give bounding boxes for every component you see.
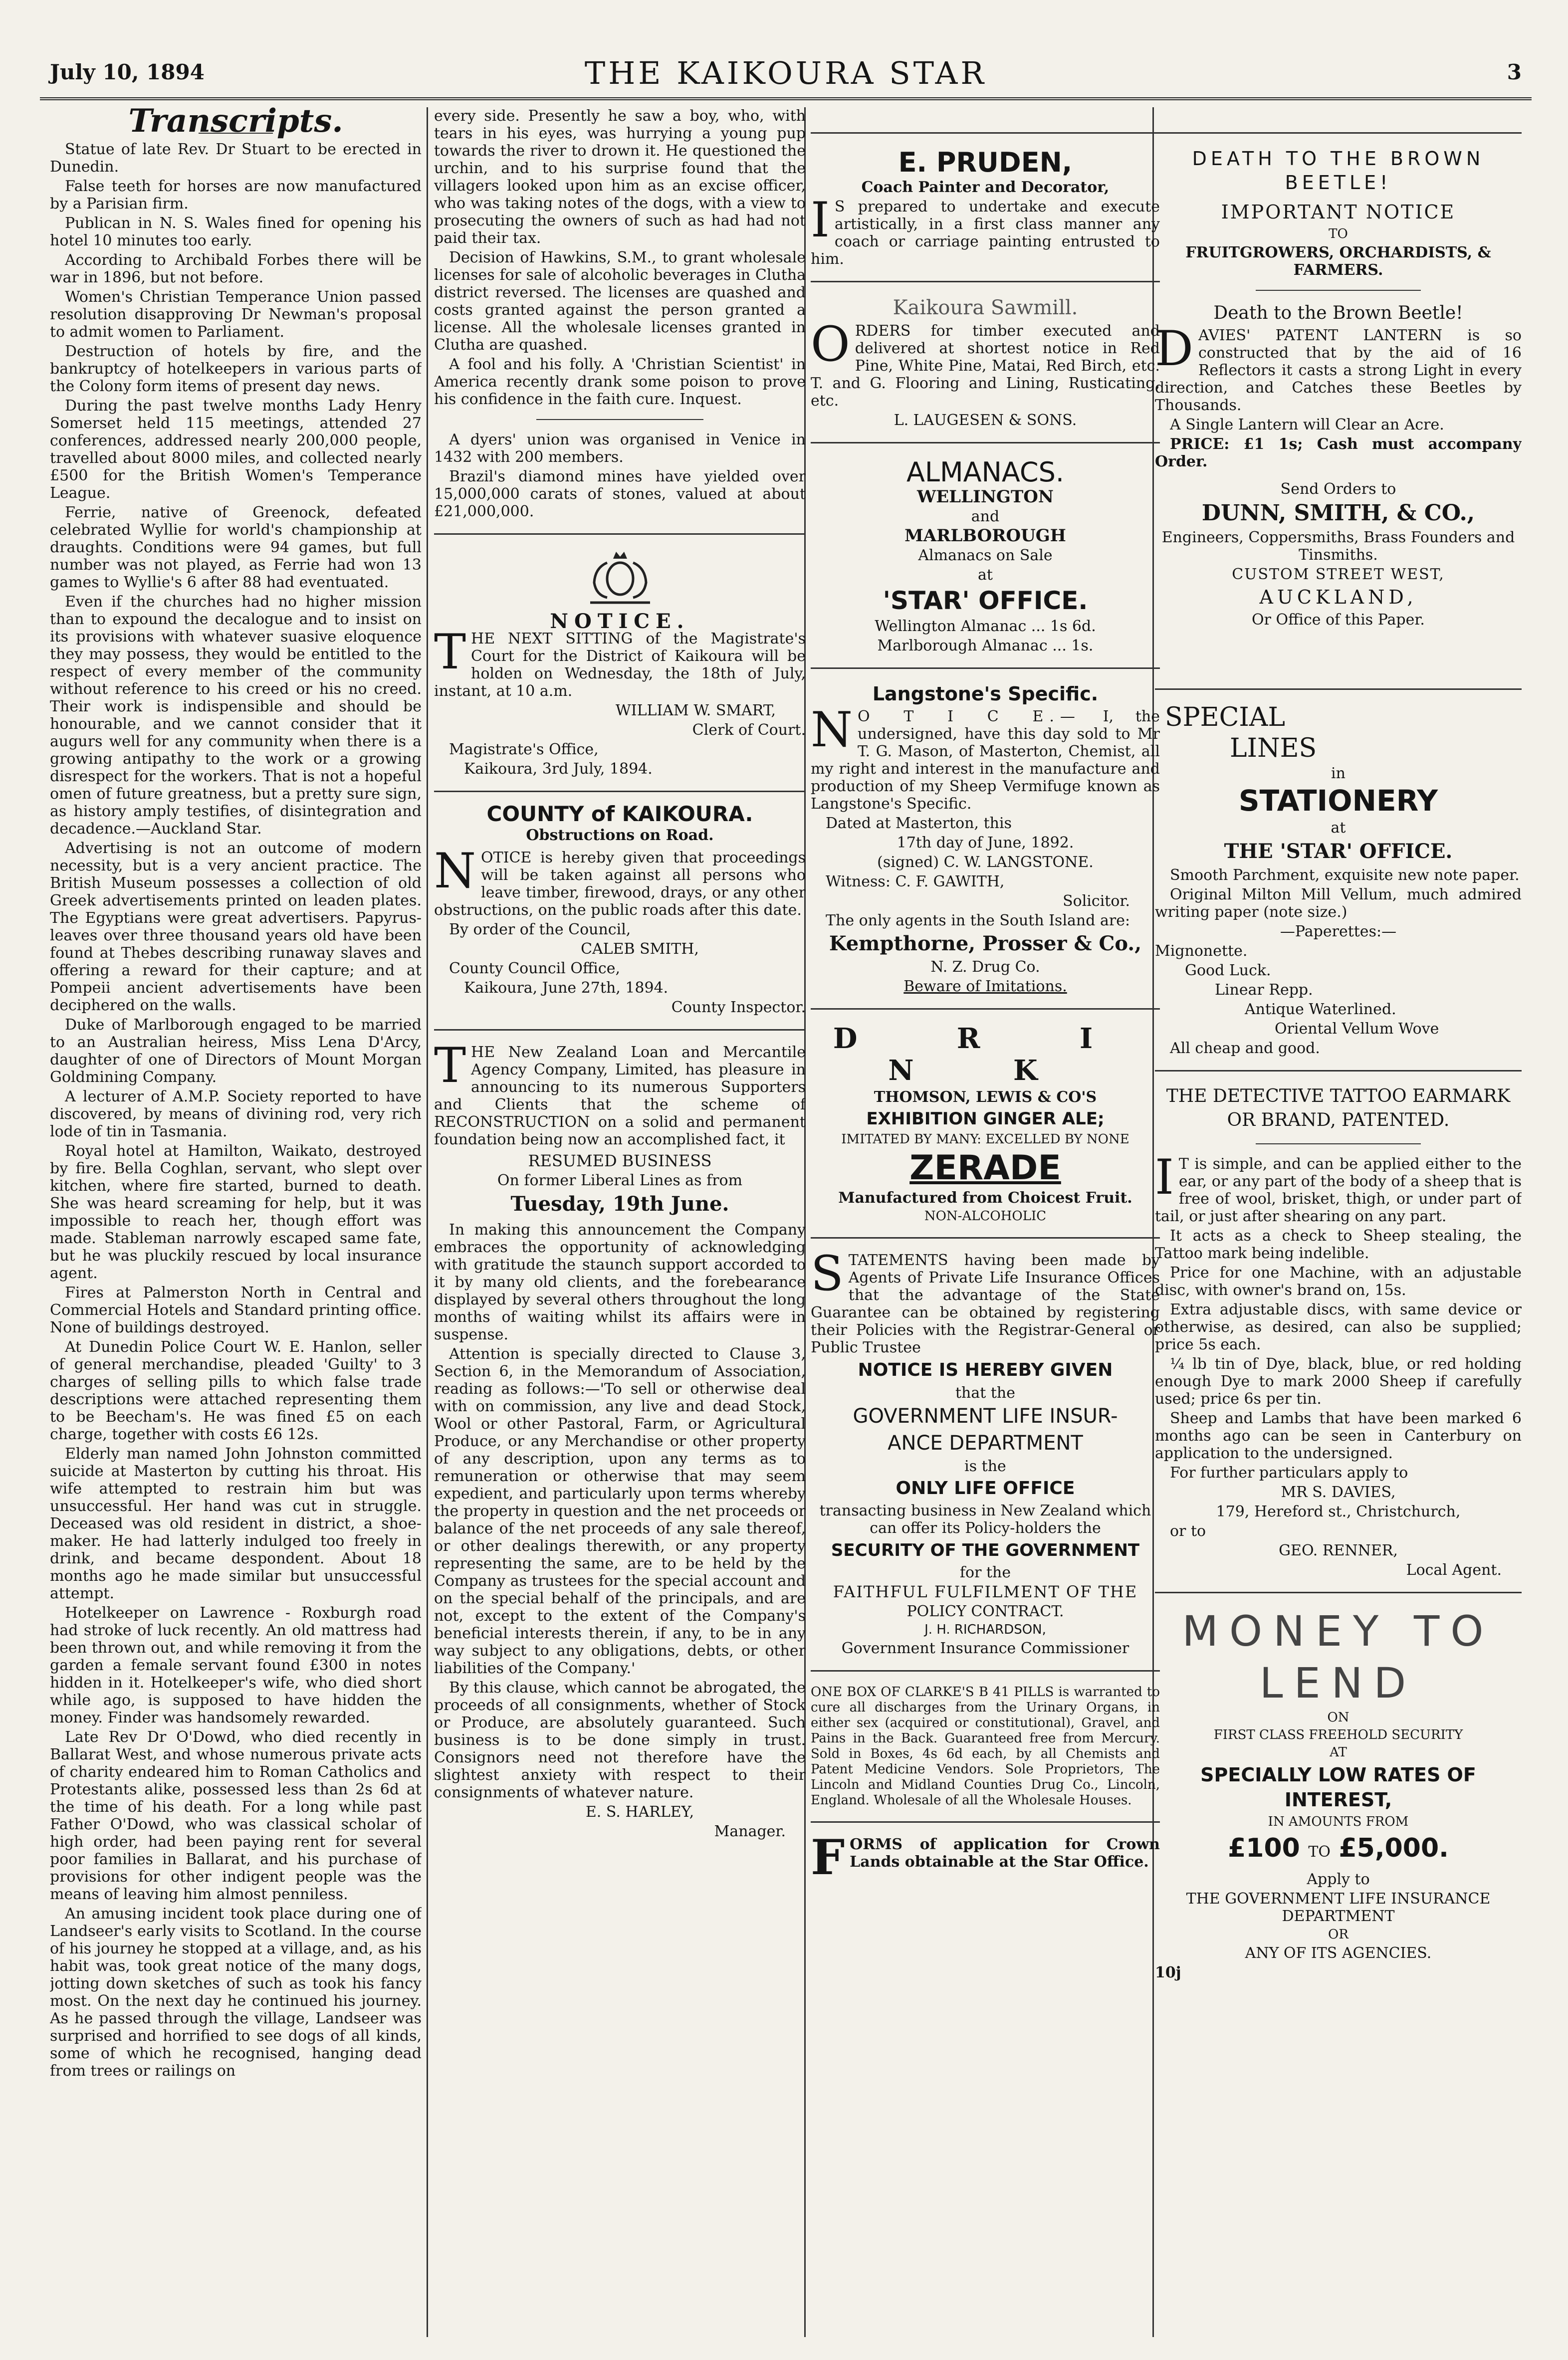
langstone-notice: O T I C E.— <box>858 708 1081 725</box>
stationery-office: THE 'STAR' OFFICE. <box>1224 840 1453 863</box>
divider <box>811 442 1160 443</box>
almanac-office: 'STAR' OFFICE. <box>883 586 1088 615</box>
news-item: A fool and his folly. A 'Christian Scientist' in America recently drank some poison to prove his confidence in the faith cure. Inquest. <box>434 356 806 408</box>
money-headline: LEND <box>1259 1659 1417 1708</box>
divider <box>434 1029 806 1031</box>
news-item: Ferrie, native of Greenock, defeated celebrated Wyllie for world's championship at draughts. Conditions were 94 games, but full number was not played, as Ferrie had won 13 games to Wyllie's 6 after 88 had eventuated. <box>50 504 422 591</box>
govlife-line: NOTICE IS HEREBY GIVEN <box>858 1360 1113 1380</box>
stationery-line: STATIONERY <box>1238 784 1438 818</box>
almanac-and: and <box>971 508 1000 525</box>
tattoo-title: THE DETECTIVE TATTOO EARMARK OR BRAND, PATENTED. <box>1166 1086 1511 1130</box>
beetle-or: Or Office of this Paper. <box>1252 611 1425 629</box>
divider <box>811 667 1160 669</box>
langstone-dated: Dated at Masterton, this <box>826 815 1012 832</box>
pruden-body: S prepared to undertake and execute artistically, in a first class manner any coach or carriage painting entrusted to him. <box>811 198 1160 268</box>
stationery-line: LINES <box>1230 733 1317 763</box>
pruden-trade: Coach Painter and Decorator, <box>861 179 1110 196</box>
news-item: Elderly man named John Johnston committed suicide at Masterton by cutting his throat. His wife attempted to restrain him but was unsuccessful. Her hand was cut in struggle. Deceased was old resident in district, a shoe-maker. He had latterly indulged too freely in drink, and became despondent. About 18 months ago he made similar but unsuccessful attempt. <box>50 1445 422 1602</box>
govlife-line: transacting business in New Zealand which can offer its Policy-holders the <box>819 1502 1151 1537</box>
divider <box>811 1008 1160 1010</box>
notice-role: Clerk of Court. <box>692 721 806 739</box>
govlife-line: GOVERNMENT LIFE INSUR- <box>853 1405 1118 1428</box>
langstone-body: I, the undersigned, have this day sold to Mr T. G. Mason, of Masterton, Chemist, all my right and interest in the manufacture and production of my Sheep Vermifuge known as Langstone's Specific. <box>811 708 1160 813</box>
beetle-street: CUSTOM STREET WEST, <box>1232 566 1445 583</box>
govlife-body: TATEMENTS having been made by Agents of Private Life Insurance Offices that the advantage of the State Guarantee can be obtained by registering their Policies with the Registrar-General or Public Trustee <box>811 1252 1160 1356</box>
news-item: Destruction of hotels by fire, and the bankruptcy of hotelkeepers in various parts of the Colony form items of present day news. <box>50 343 422 395</box>
agent-firm: Kempthorne, Prosser & Co., <box>829 932 1142 955</box>
divider <box>811 1670 1160 1672</box>
stationery-item: Antique Waterlined. <box>1245 1001 1396 1018</box>
news-item: Women's Christian Temperance Union passed resolution disapproving Dr Newman's proposal to admit women to Parliament. <box>50 288 422 341</box>
pruden-name: E. PRUDEN, <box>898 147 1073 178</box>
section-heading: Transcripts. <box>128 107 343 140</box>
crown-forms: ORMS of application for Crown Lands obtainable at the Star Office. <box>850 1836 1160 1871</box>
loan-role: Manager. <box>714 1823 786 1840</box>
loan-signer: E. S. HARLEY, <box>585 1803 694 1821</box>
money-min: £100 <box>1228 1833 1300 1863</box>
newspaper-title: THE KAIKOURA STAR <box>584 55 987 91</box>
money-rates: SPECIALLY LOW RATES OF INTEREST, <box>1200 1764 1476 1811</box>
divider <box>1256 1143 1421 1144</box>
news-item: Fires at Palmerston North in Central and Commercial Hotels and Standard printing office. None of buildings destroyed. <box>50 1284 422 1336</box>
notice-date: Kaikoura, 3rd July, 1894. <box>464 760 653 778</box>
divider <box>434 533 806 535</box>
money-agencies: ANY OF ITS AGENCIES. <box>1245 1944 1432 1962</box>
drop-cap: I <box>1155 1149 1174 1205</box>
drop-cap: I <box>811 192 830 248</box>
money-to: TO <box>1308 1843 1331 1861</box>
beetle-trade: Engineers, Coppersmiths, Brass Founders and Tinsmiths. <box>1161 529 1515 564</box>
tattoo-paragraph: For further particulars apply to <box>1170 1464 1408 1482</box>
issue-date: July 10, 1894 <box>50 60 205 84</box>
ad-code: 10j <box>1155 1964 1181 1981</box>
stationery-line: SPECIAL <box>1165 702 1285 732</box>
news-item: Late Rev Dr O'Dowd, who died recently in Ballarat West, and whose numerous private acts of charity endeared him to Roman Catholics and Protestants alike, possessed less than 2s 6d at the time of his death. For a long while past Father O'Dowd, who was classical scholar of high order, had been paying rent for several poor families in Ballarat, and his purchase of provisions for other indigent people was the means of leaving him almost penniless. <box>50 1728 422 1903</box>
govlife-line: is the <box>964 1458 1006 1475</box>
almanac-wellington: WELLINGTON <box>917 487 1054 507</box>
royal-crest-icon <box>580 548 660 608</box>
tattoo-agent: GEO. RENNER, <box>1279 1542 1398 1559</box>
langstone-title: Langstone's Specific. <box>872 683 1099 705</box>
zerade-brand: ZERADE <box>909 1148 1061 1188</box>
sawmill-firm: L. LAUGESEN & SONS. <box>894 412 1077 429</box>
govlife-line: for the <box>959 1564 1011 1581</box>
county-subtitle: Obstructions on Road. <box>526 827 714 844</box>
stationery-line: in <box>1331 765 1345 782</box>
page-number: 3 <box>1507 60 1522 84</box>
drop-cap: D <box>1155 321 1193 377</box>
column-transcripts <box>50 107 422 2337</box>
loan-lines: On former Liberal Lines as from <box>497 1172 743 1189</box>
notice-title: NOTICE. <box>550 610 690 633</box>
column-notices <box>434 107 806 2337</box>
news-item: Advertising is not an outcome of modern necessity, but is a very ancient practice. The British Museum possesses a collection of old Greek advertisements printed on leaden plates. The Egyptians were great advertisers. Papyrus-leaves over three thousand years old have been found at Thebes describing runaway slaves and offering a reward for their capture; and at Pompeii ancient advertisements have been deciphered on the walls. <box>50 840 422 1014</box>
almanac-item: Marlborough Almanac ... 1s. <box>877 637 1094 654</box>
beetle-city: AUCKLAND, <box>1259 586 1417 608</box>
loan-paragraph: In making this announcement the Company embraces the opportunity of acknowledging with gratitude the staunch support accorded to it by many old clients, and the forebearance displayed by several others throughout the long months of waiting whilst its affairs were in suspense. <box>434 1221 806 1343</box>
beetle-single: A Single Lantern will Clear an Acre. <box>1170 416 1444 433</box>
drink-product: EXHIBITION GINGER ALE; <box>866 1109 1105 1129</box>
govlife-role: Government Insurance Commissioner <box>841 1640 1129 1657</box>
beetle-title: DEATH TO THE BROWN BEETLE! <box>1192 148 1485 194</box>
money-apply: Apply to <box>1307 1871 1370 1888</box>
drink-nonalcoholic: NON-ALCOHOLIC <box>924 1209 1047 1224</box>
sawmill-body: RDERS for timber executed and delivered at shortest notice in Red Pine, White Pine, Matai, Red Birch, etc. T. and G. Flooring and Lining, Rusticating, etc. <box>811 322 1160 410</box>
beware-note: Beware of Imitations. <box>903 978 1067 995</box>
news-item: Hotelkeeper on Lawrence - Roxburgh road had stroke of luck recently. An old mattress had been thrown out, and while removing it from the garden a female servant found £300 in notes hidden in it. Hotelkeeper's wife, who died short while ago, is supposed to have hidden the money. Finder was handsomely rewarded. <box>50 1604 422 1726</box>
stationery-item: Good Luck. <box>1185 962 1271 979</box>
langstone-solicitor: Solicitor. <box>1063 892 1130 910</box>
money-amounts: IN AMOUNTS FROM <box>1268 1814 1409 1829</box>
news-item: Even if the churches had no higher mission than to expound the decalogue and to insist on its provisions with whatever suasive eloquence they may possess, they would be entitled to the respect of every member of the community without reference to his creed or his no creed. Their work is indispensible and should be honourable, and we cannot consider that it augurs well for any community when there is a growing antipathy to the work or a growing disrespect for the workers. That is not a hopeful omen of future greatness, but a pretty sure sign, as history amply testifies, of disintegration and decadence.—Auckland Star. <box>50 593 422 838</box>
county-signer: CALEB SMITH, <box>581 940 699 958</box>
county-order: By order of the Council, <box>449 921 631 938</box>
county-role: County Inspector. <box>671 999 806 1016</box>
langstone-day: 17th day of June, 1892. <box>896 834 1074 852</box>
clarke-pills: ONE BOX OF CLARKE'S B 41 PILLS is warranted to cure all discharges from the Urinary Organs, in either sex (acquired or constitutional), Gravel, and Pains in the Back. Guaranteed free from Mercury. Sold in Boxes, 4s 6d each, by all Chemists and Patent Medicine Vendors. Sole Proprietors, The Lincoln and Midland Counties Drug Co., Lincoln, England. Wholesale of all the Wholesale Houses. <box>811 1685 1160 1808</box>
news-item: False teeth for horses are now manufactured by a Parisian firm. <box>50 178 422 213</box>
tattoo-body: T is simple, and can be applied either to the ear, or any part of the body of a sheep that is free of wool, brisket, thigh, or under part of tail, or just after shearing on any part. <box>1155 1155 1522 1225</box>
column-ads-right <box>1155 107 1522 2337</box>
beetle-price: PRICE: £1 1s; Cash must accompany Order. <box>1155 435 1522 470</box>
tattoo-paragraph: Sheep and Lambs that have been marked 6 months ago can be seen in Canterbury on application to the undersigned. <box>1155 1410 1522 1462</box>
stationery-item: Oriental Vellum Wove <box>1275 1020 1439 1038</box>
beetle-firm: DUNN, SMITH, & CO., <box>1201 500 1475 526</box>
news-item: Decision of Hawkins, S.M., to grant wholesale licenses for sale of alcoholic beverages in Clutha district reversed. The licenses are quashed and costs granted against the person granted a license. All the wholesale licenses granted in Clutha are quashed. <box>434 249 806 354</box>
divider <box>811 1821 1160 1823</box>
langstone-signed: (signed) C. W. LANGSTONE. <box>877 854 1094 871</box>
almanac-sale: Almanacs on Sale <box>918 547 1053 564</box>
divider <box>1155 1592 1522 1593</box>
divider <box>1155 132 1522 134</box>
drop-cap: N <box>434 843 476 899</box>
money-dept: THE GOVERNMENT LIFE INSURANCE DEPARTMENT <box>1186 1890 1491 1925</box>
stationery-item: —Paperettes:— <box>1280 923 1397 940</box>
drop-cap: N <box>811 702 853 758</box>
beetle-body: AVIES' PATENT LANTERN is so constructed that by the aid of 16 Reflectors it casts a strong Light in every direction, and Catches these Beetles by Thousands. <box>1155 327 1522 414</box>
beetle-to: TO <box>1329 226 1348 241</box>
govlife-line: FAITHFUL FULFILMENT OF THE <box>833 1582 1138 1601</box>
money-line: ON <box>1327 1710 1349 1725</box>
govlife-line: ANCE DEPARTMENT <box>888 1432 1083 1455</box>
news-item: Publican in N. S. Wales fined for opening his hotel 10 minutes too early. <box>50 215 422 249</box>
money-headline: MONEY TO <box>1182 1607 1495 1656</box>
column-advertisements <box>811 107 1160 2337</box>
beetle-audience: FRUITGROWERS, ORCHARDISTS, & FARMERS. <box>1185 244 1491 279</box>
drink-made: Manufactured from Choicest Fruit. <box>838 1189 1132 1207</box>
divider <box>811 132 1160 134</box>
drink-maker: THOMSON, LEWIS & CO'S <box>874 1088 1097 1106</box>
tattoo-paragraph: Price for one Machine, with an adjustable disc, with owner's brand on, 15s. <box>1155 1264 1522 1299</box>
news-item: An amusing incident took place during one of Landseer's early visits to Scotland. In the course of his journey he stopped at a village, and, as his habit was, took great notice of the many dogs, jotting down sketches of such as took his fancy most. On the next day he continued his journey. As he passed through the village, Landseer was surprised and horrified to see dogs of all kinds, some of which he recognised, hanging dead from trees or railings on <box>50 1905 422 2080</box>
county-date: Kaikoura, June 27th, 1894. <box>464 979 669 997</box>
almanac-marlborough: MARLBOROUGH <box>904 526 1066 546</box>
column-rule <box>427 107 428 2337</box>
divider <box>1155 1070 1522 1072</box>
drop-cap: F <box>811 1829 845 1886</box>
divider <box>1155 688 1522 690</box>
masthead <box>40 50 1532 100</box>
loan-paragraph: By this clause, which cannot be abrogated, the proceeds of all consignments, whether of Stock or Produce, are absolutely guaranteed. Such business is to be done simply in trust. Consignors need not therefore have the slightest anxiety with respect to their consignments of whatever nature. <box>434 1679 806 1801</box>
drop-cap: T <box>434 624 466 680</box>
govlife-line: ONLY LIFE OFFICE <box>896 1478 1075 1499</box>
county-body: OTICE is hereby given that proceedings will be taken against all persons who leave timber, firewood, drays, or any other obstructions, on the public roads after this date. <box>434 849 806 919</box>
govlife-signer: J. H. RICHARDSON, <box>924 1622 1046 1637</box>
tattoo-role: Local Agent. <box>1406 1561 1502 1579</box>
county-office: County Council Office, <box>449 960 620 977</box>
stationery-item: All cheap and good. <box>1170 1040 1320 1057</box>
beetle-send: Send Orders to <box>1280 480 1396 498</box>
money-max: £5,000. <box>1339 1833 1449 1863</box>
divider <box>1256 290 1421 291</box>
tattoo-or: or to <box>1170 1522 1206 1540</box>
divider <box>811 281 1160 282</box>
beetle-important: IMPORTANT NOTICE <box>1221 201 1456 223</box>
divider <box>811 1237 1160 1239</box>
loan-paragraph: Attention is specially directed to Clause 3, Section 6, in the Memorandum of Association, reading as follows:—'To sell or otherwise deal with on commission, any live and dead Stock, Wool or other Pastoral, Farm, or Agricultural Produce, or any Merchandise or other property of any description, upon any terms as to remuneration or otherwise that may seem expedient, and particularly upon terms whereby the property in question and the net proceeds or balance of the net proceeds of any sale thereof, or other dealings therewith, or any property representing the same, are to be held by the Company as trustees for the special account and on the special behalf of the principals, and are not, except to the extent of the Company's beneficial interests therein, if any, to be in any way subject to any obligations, debts, or other liabilities of the Company.' <box>434 1345 806 1677</box>
news-item: Duke of Marlborough engaged to be married to an Australian heiress, Miss Lena D'Arcy, daughter of one of Directors of Mount Morgan Goldmining Company. <box>50 1016 422 1086</box>
stationery-item: Mignonette. <box>1155 942 1248 960</box>
loan-resumed: RESUMED BUSINESS <box>528 1151 712 1170</box>
news-item: A lecturer of A.M.P. Society reported to have discovered, by means of divining rod, very rich lode of tin in Tasmania. <box>50 1088 422 1140</box>
drop-cap: O <box>811 316 850 372</box>
beetle-death: Death to the Brown Beetle! <box>1213 303 1463 323</box>
news-item: According to Archibald Forbes there will be war in 1896, but not before. <box>50 251 422 286</box>
stationery-item: Original Milton Mill Vellum, much admired writing paper (note size.) <box>1155 886 1522 921</box>
tattoo-paragraph: ¼ lb tin of Dye, black, blue, or red holding enough Dye to mark 2000 Sheep if carefully used; price 6s per tin. <box>1155 1355 1522 1408</box>
news-item: Statue of late Rev. Dr Stuart to be erected in Dunedin. <box>50 141 422 176</box>
tattoo-agent: MR S. DAVIES, <box>1281 1484 1396 1501</box>
news-item: Royal hotel at Hamilton, Waikato, destroyed by fire. Bella Coghlan, servant, who slept over kitchen, where fire started, burned to death. She was heard screaming for help, but it was impossible to reach her, though effort was made. Stableman narrowly escaped same fate, but he was pluckily rescued by local insurance agent. <box>50 1142 422 1282</box>
stationery-line: at <box>1331 819 1346 837</box>
news-item: During the past twelve months Lady Henry Somerset held 115 meetings, attended 27 conferences, addressed nearly 200,000 people, travelled about 8000 miles, and collected nearly £500 for the British Women's Temperance League. <box>50 397 422 502</box>
drink-headline: D R I N K <box>833 1022 1138 1087</box>
sawmill-title: Kaikoura Sawmill. <box>893 296 1078 319</box>
notice-body: HE NEXT SITTING of the Magistrate's Court for the District of Kaikoura will be holden on Wednesday, the 18th of July, instant, at 10 a.m. <box>434 630 806 700</box>
news-item: A dyers' union was organised in Venice in 1432 with 200 members. <box>434 431 806 466</box>
langstone-witness: Witness: C. F. GAWITH, <box>826 873 1005 890</box>
agent-firm-2: N. Z. Drug Co. <box>930 958 1040 976</box>
almanac-at: at <box>978 566 993 584</box>
govlife-line: POLICY CONTRACT. <box>906 1603 1064 1620</box>
loan-intro: HE New Zealand Loan and Mercantile Agency Company, Limited, has pleasure in announcing to its numerous Supporters and Clients that the scheme of RECONSTRUCTION on a solid and permanent foundation being now an accomplished fact, it <box>434 1044 806 1148</box>
story-continued: every side. Presently he saw a boy, who, with tears in his eyes, was hurrying a young pup towards the river to drown it. He questioned the urchin, and to his surprise found that the villagers looked upon him as an excise officer, who was taking notes of the dogs, with a view to prosecuting the owners of such as had had not paid their tax. <box>434 107 806 247</box>
notice-office: Magistrate's Office, <box>449 741 599 758</box>
news-item: Brazil's diamond mines have yielded over 15,000,000 carats of stones, valued at about £21,000,000. <box>434 468 806 520</box>
almanac-item: Wellington Almanac ... 1s 6d. <box>875 618 1096 635</box>
divider <box>536 419 703 420</box>
drop-cap: T <box>434 1038 466 1093</box>
notice-signer: WILLIAM W. SMART, <box>615 702 776 719</box>
money-line: AT <box>1330 1745 1347 1760</box>
stationery-item: Smooth Parchment, exquisite new note paper. <box>1170 866 1520 884</box>
tattoo-paragraph: It acts as a check to Sheep stealing, the Tattoo mark being indelible. <box>1155 1227 1522 1262</box>
govlife-line: SECURITY OF THE GOVERNMENT <box>831 1540 1140 1560</box>
tattoo-address: 179, Hereford st., Christchurch, <box>1216 1503 1461 1520</box>
tattoo-paragraph: Extra adjustable discs, with same device or otherwise, as desired, can also be supplied; price 5s each. <box>1155 1301 1522 1353</box>
drink-tagline: IMITATED BY MANY: EXCELLED BY NONE <box>841 1132 1129 1147</box>
almanacs-title: ALMANACS. <box>906 456 1065 488</box>
loan-date: Tuesday, 19th June. <box>510 1192 729 1216</box>
money-security: FIRST CLASS FREEHOLD SECURITY <box>1213 1727 1463 1742</box>
county-title: COUNTY of KAIKOURA. <box>486 802 753 826</box>
govlife-line: that the <box>955 1384 1015 1402</box>
divider <box>434 791 806 792</box>
money-or: OR <box>1328 1927 1348 1942</box>
news-item: At Dunedin Police Court W. E. Hanlon, seller of general merchandise, pleaded 'Guilty' to 3 charges of selling pills to which false trade descriptions were attached representing them to be Beecham's. He was fined £5 on each charge, together with costs £6 12s. <box>50 1338 422 1443</box>
stationery-item: Linear Repp. <box>1215 981 1313 999</box>
drop-cap: S <box>811 1246 844 1301</box>
langstone-agents: The only agents in the South Island are: <box>826 912 1130 929</box>
